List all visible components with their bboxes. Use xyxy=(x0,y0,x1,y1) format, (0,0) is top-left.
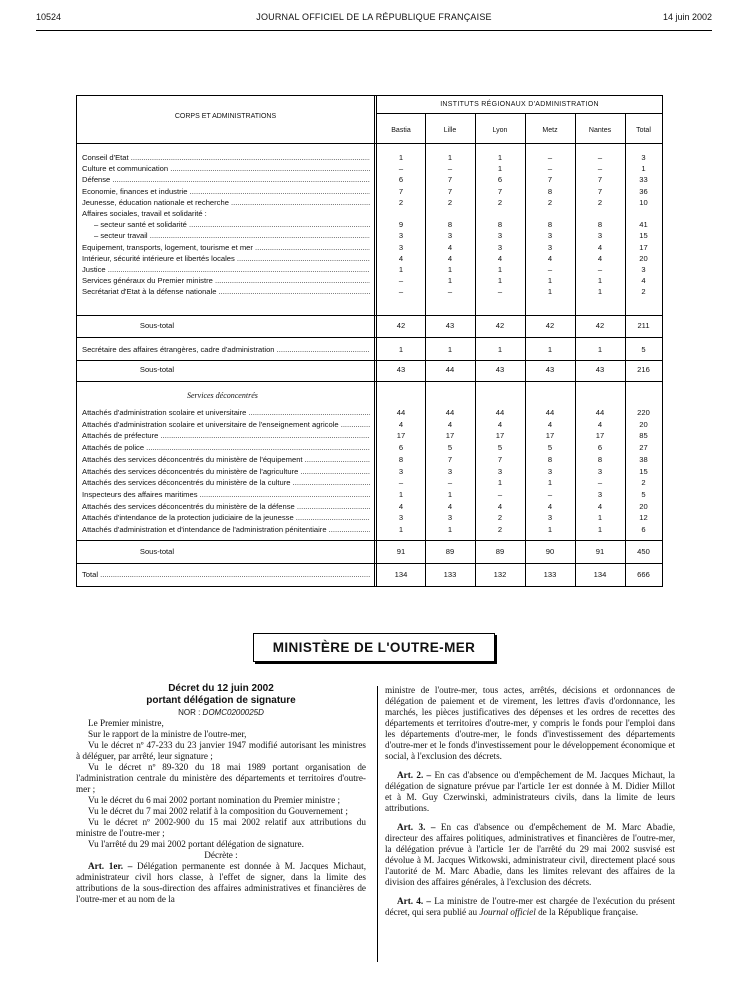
corps-header: CORPS ET ADMINISTRATIONS xyxy=(174,113,277,120)
row-label: Attachés d'intendance de la protection judiciaire de la jeunesse ..... xyxy=(82,512,370,524)
table-row xyxy=(77,466,662,478)
table-cell: 43 xyxy=(396,365,406,374)
table-cell: – xyxy=(398,276,404,286)
table-cell: 8 xyxy=(497,220,503,230)
table-cell: 4 xyxy=(597,253,603,263)
table-cell: 33 xyxy=(639,175,648,185)
row-label: Equipement, transports, logement, tourisme et mer ..... xyxy=(82,242,370,254)
article-4 xyxy=(385,896,675,918)
table-cell: 1 xyxy=(398,153,404,162)
table-cell: – xyxy=(547,153,553,162)
table-cell: 134 xyxy=(593,570,607,579)
table-cell: 1 xyxy=(641,164,646,174)
table-cell: 3 xyxy=(398,513,404,523)
row-label: Attachés de préfecture ..... xyxy=(82,430,370,442)
table-cell: – xyxy=(547,265,553,274)
table-row xyxy=(77,264,662,276)
row-label: Attachés des services déconcentrés du ministère de l'agriculture ..... xyxy=(82,466,370,478)
table-cell: 3 xyxy=(447,513,453,523)
table-row xyxy=(77,242,662,254)
table-cell: 6 xyxy=(398,175,404,185)
table-cell: 2 xyxy=(447,197,453,207)
column-separator xyxy=(377,686,378,962)
table-cell: 1 xyxy=(497,345,503,354)
article-text: Délégation permanente est donnée à M. Jacques Michaut, administrateur civil hors classe, à l'effet de signer, dans la limite des attributions de la sous-direction des affaires administratives et financières de l'outre-mer et au nom de la xyxy=(76,861,366,904)
foreign-affairs-row xyxy=(77,344,662,356)
table-rule xyxy=(77,360,662,361)
row-label: Sous-total xyxy=(139,365,175,374)
column-header: Bastia xyxy=(391,127,411,134)
table-cell: 1 xyxy=(597,276,603,286)
table-cell: 91 xyxy=(595,547,605,556)
row-label: Attachés de police ..... xyxy=(82,442,370,454)
row-label: Défense ..... xyxy=(82,174,370,186)
row-label: Inspecteurs des affaires maritimes ..... xyxy=(82,489,370,501)
table-cell: 4 xyxy=(447,419,453,429)
table-cell: 4 xyxy=(641,276,646,286)
article-3 xyxy=(385,822,675,888)
table-cell: 7 xyxy=(497,186,503,196)
table-cell: 8 xyxy=(398,454,404,464)
paragraph: Vu le décret nº 2002-900 du 15 mai 2002 relatif aux attributions du ministre de l'outre-mer ; xyxy=(76,817,366,838)
table-cell: 7 xyxy=(597,175,603,185)
table-row xyxy=(77,286,662,298)
decree-subtitle: portant délégation de signature xyxy=(146,695,296,706)
table-cell: 44 xyxy=(445,408,455,417)
table-cell: 3 xyxy=(398,242,404,252)
table-cell: 15 xyxy=(639,466,648,476)
subtotal-row xyxy=(77,364,662,376)
row-label: Intérieur, sécurité intérieure et libertés locales ..... xyxy=(82,253,370,265)
table-row xyxy=(77,524,662,536)
article-2 xyxy=(385,770,675,814)
table-cell: 1 xyxy=(447,276,453,286)
article-label: Art. 1er. – xyxy=(88,861,133,871)
table-row xyxy=(77,174,662,186)
table-cell: 211 xyxy=(637,321,650,330)
table-cell: 2 xyxy=(398,197,404,207)
header-rule xyxy=(36,30,712,31)
table-cell: 44 xyxy=(495,408,505,417)
article-label: Art. 4. – xyxy=(397,896,431,906)
table-cell: 134 xyxy=(394,570,408,579)
subtotal-row xyxy=(77,320,662,332)
table-cell: 9 xyxy=(398,220,404,230)
table-cell: 8 xyxy=(547,220,553,230)
table-cell: 6 xyxy=(398,443,404,453)
row-label: Economie, finances et industrie ..... xyxy=(82,186,370,198)
section-title: Services déconcentrés xyxy=(187,391,258,400)
row-label: Sous-total xyxy=(139,547,175,556)
table-cell: 90 xyxy=(545,547,555,556)
row-label: Attachés d'administration scolaire et universitaire de l'enseignement agricole ..... xyxy=(82,419,370,431)
table-cell: 5 xyxy=(547,443,553,453)
decree-right-column xyxy=(385,685,675,918)
article-label: Art. 2. – xyxy=(397,770,432,780)
table-cell: 3 xyxy=(597,489,603,499)
article-text: En cas d'absence ou d'empêchement de M. Marc Abadie, directeur des affaires politiques, administratives et financières de l'outre-mer, la délégation prévue à l'article 1er de l'arrêté du 29 mai 2002 susvisé est dévolue à M. Jacques Witkowski, administrateur civil, directement placé sous l'autorité de M. Marc Abadie, dans les limites relevant des affaires de la division des affaires générales, à l'exclusion des décrets. xyxy=(385,822,676,887)
table-cell: 1 xyxy=(597,345,603,354)
table-cell: – xyxy=(398,478,404,488)
table-cell: 132 xyxy=(493,570,507,579)
table-cell: 7 xyxy=(547,175,553,185)
row-label: – secteur travail ..... xyxy=(82,230,370,242)
table-cell: 2 xyxy=(597,197,603,207)
table-cell: 5 xyxy=(641,489,646,499)
table-row xyxy=(77,430,662,442)
table-cell: 1 xyxy=(497,478,503,488)
table-cell: 666 xyxy=(637,570,650,579)
table-row xyxy=(77,163,662,175)
table-row xyxy=(77,219,662,231)
table-cell: – xyxy=(447,164,453,174)
table-cell: 8 xyxy=(597,220,603,230)
table-cell: 17 xyxy=(639,242,648,252)
table-row xyxy=(77,512,662,524)
row-label: Attachés d'administration et d'intendance de l'administration pénitentiaire ..... xyxy=(82,524,370,536)
table-cell: – xyxy=(597,153,603,162)
table-row xyxy=(77,407,662,419)
subtotal-row xyxy=(77,546,662,558)
table-cell: 4 xyxy=(547,419,553,429)
table-cell: 89 xyxy=(495,547,505,556)
table-cell: 8 xyxy=(547,186,553,196)
row-label: Total ..... xyxy=(82,569,370,581)
table-cell: 450 xyxy=(637,547,650,556)
table-row xyxy=(77,275,662,287)
table-cell: 43 xyxy=(545,365,555,374)
table-row xyxy=(77,442,662,454)
journal-reference: Journal officiel xyxy=(479,907,536,917)
paragraph: Vu le décret nº 89-320 du 18 mai 1989 portant organisation de l'administration centrale du ministère des départements et territoires d'outre-mer ; xyxy=(76,762,366,794)
table-cell: 3 xyxy=(547,231,553,241)
table-cell: 1 xyxy=(447,265,453,274)
table-cell: 3 xyxy=(597,231,603,241)
nor-code: DOMC0200025D xyxy=(202,708,264,717)
table-cell: 43 xyxy=(495,365,505,374)
journal-title: JOURNAL OFFICIEL DE LA RÉPUBLIQUE FRANÇAISE xyxy=(256,12,492,22)
table-cell: 3 xyxy=(447,466,453,476)
column-header: Lyon xyxy=(492,127,508,134)
table-cell: 89 xyxy=(445,547,455,556)
paragraph: Vu l'arrêté du 29 mai 2002 portant délégation de signature. xyxy=(88,839,304,849)
table-row xyxy=(77,501,662,513)
table-cell: 7 xyxy=(447,454,453,464)
table-rule xyxy=(77,381,662,382)
table-cell: – xyxy=(497,287,503,297)
table-rule xyxy=(77,337,662,338)
table-cell: – xyxy=(447,478,453,488)
table-cell: 7 xyxy=(398,186,404,196)
table-cell: 42 xyxy=(595,321,605,330)
table-cell: 1 xyxy=(398,265,404,274)
table-cell: 42 xyxy=(545,321,555,330)
table-cell: 15 xyxy=(639,231,648,241)
table-cell: 4 xyxy=(497,419,503,429)
table-cell: 2 xyxy=(641,478,646,488)
table-row xyxy=(77,253,662,265)
nor-label: NOR : xyxy=(178,708,201,717)
row-label: Services généraux du Premier ministre ..... xyxy=(82,275,370,287)
table-cell: 1 xyxy=(398,345,404,354)
table-cell: 3 xyxy=(497,466,503,476)
table-cell: 1 xyxy=(597,513,603,523)
article-text: de la République française. xyxy=(538,907,639,917)
table-row xyxy=(77,454,662,466)
table-cell: 4 xyxy=(447,501,453,511)
total-row xyxy=(77,569,662,581)
header-subrule xyxy=(377,113,662,114)
table-cell: 1 xyxy=(497,276,503,286)
table-cell: 3 xyxy=(641,265,646,274)
table-cell: 1 xyxy=(597,287,603,297)
table-cell: 17 xyxy=(545,431,555,441)
article-1-continued: ministre de l'outre-mer, tous actes, arrêtés, décisions et ordonnances de délégation de paiement et de virement, les lettres d'avis d'ordonnance, les marchés, les pièces justificatives des dépenses et les ordres de recettes des départements et territoires d'outre-mer, y compris le fonds pour l'emploi dans les départements d'outre-mer, le fonds d'investissement des départements d'outre-mer et le fonds d'investissement pour le développement économique et social, à l'exclusion des décrets. xyxy=(385,685,675,761)
table-cell: 27 xyxy=(639,443,648,453)
table-cell: 17 xyxy=(495,431,505,441)
table-cell: 5 xyxy=(641,345,646,354)
table-cell: 6 xyxy=(597,443,603,453)
row-label: – secteur santé et solidarité ..... xyxy=(82,219,370,231)
article-label: Art. 3. – xyxy=(397,822,436,832)
table-cell: 1 xyxy=(447,153,453,162)
table-cell: 4 xyxy=(398,501,404,511)
table-cell: 10 xyxy=(639,197,648,207)
table-row xyxy=(77,230,662,242)
table-cell: 133 xyxy=(543,570,557,579)
column-header: Lille xyxy=(443,127,457,134)
table-cell: 4 xyxy=(447,242,453,252)
row-label: Attachés d'administration scolaire et universitaire ..... xyxy=(82,407,370,419)
publication-date: 14 juin 2002 xyxy=(662,12,712,22)
table-cell: 2 xyxy=(497,525,503,534)
row-label: Conseil d'Etat ..... xyxy=(82,152,370,164)
page-number: 10524 xyxy=(36,12,62,22)
row-label: Justice ..... xyxy=(82,264,370,276)
table-row xyxy=(77,208,662,220)
table-cell: 20 xyxy=(639,253,648,263)
table-cell: – xyxy=(597,265,603,274)
table-row xyxy=(77,197,662,209)
table-cell: 7 xyxy=(497,454,503,464)
table-cell: 4 xyxy=(547,501,553,511)
row-label: Affaires sociales, travail et solidarité : xyxy=(82,209,207,218)
table-cell: – xyxy=(398,287,404,297)
table-cell: 42 xyxy=(396,321,406,330)
row-label: Secrétariat d'Etat à la défense nationale ..... xyxy=(82,286,370,298)
table-row xyxy=(77,489,662,501)
table-cell: 8 xyxy=(547,454,553,464)
table-cell: – xyxy=(547,164,553,174)
row-label: Attachés des services déconcentrés du ministère de l'équipement ..... xyxy=(82,454,370,466)
table-cell: 1 xyxy=(447,345,453,354)
table-cell: 4 xyxy=(597,501,603,511)
table-cell: 3 xyxy=(398,466,404,476)
row-label: Attachés des services déconcentrés du ministère de la culture ..... xyxy=(82,477,370,489)
ministry-heading: MINISTÈRE DE L'OUTRE-MER xyxy=(253,633,495,662)
section-title-row xyxy=(77,390,662,402)
decree-title: Décret du 12 juin 2002 xyxy=(168,683,274,694)
table-cell: 5 xyxy=(497,443,503,453)
table-cell: 3 xyxy=(547,513,553,523)
table-cell: 8 xyxy=(447,220,453,230)
table-cell: 42 xyxy=(495,321,505,330)
table-cell: 3 xyxy=(547,466,553,476)
table-cell: 7 xyxy=(597,186,603,196)
row-label: Culture et communication ..... xyxy=(82,163,370,175)
table-cell: 20 xyxy=(639,419,648,429)
institutes-header: INSTITUTS RÉGIONAUX D'ADMINISTRATION xyxy=(440,101,599,108)
column-header: Total xyxy=(636,127,651,134)
table-cell: 4 xyxy=(597,419,603,429)
table-cell: – xyxy=(597,164,603,174)
decrete-heading: Décrète : xyxy=(204,850,238,860)
paragraph: Le Premier ministre, xyxy=(88,718,164,728)
table-cell: – xyxy=(447,287,453,297)
row-label: Jeunesse, éducation nationale et recherche ..... xyxy=(82,197,370,209)
table-cell: 3 xyxy=(497,231,503,241)
table-cell: 4 xyxy=(597,242,603,252)
decree-left-column xyxy=(76,683,366,905)
table-rule xyxy=(77,540,662,541)
table-cell: 7 xyxy=(447,186,453,196)
table-cell: 1 xyxy=(497,265,503,274)
table-cell: – xyxy=(497,489,503,499)
table-cell: 8 xyxy=(597,454,603,464)
table-cell: 3 xyxy=(447,231,453,241)
table-row xyxy=(77,419,662,431)
table-cell: 1 xyxy=(497,164,503,174)
table-cell: 3 xyxy=(641,153,646,162)
table-rule xyxy=(77,563,662,564)
table-cell: 17 xyxy=(445,431,455,441)
table-cell: 1 xyxy=(497,153,503,162)
table-cell: 20 xyxy=(639,501,648,511)
table-cell: 17 xyxy=(396,431,406,441)
table-cell: 2 xyxy=(497,197,503,207)
table-cell: 1 xyxy=(398,525,404,534)
paragraph: Vu le décret du 6 mai 2002 portant nomination du Premier ministre ; xyxy=(88,795,341,805)
table-cell: 4 xyxy=(447,253,453,263)
table-cell: 133 xyxy=(443,570,457,579)
table-row xyxy=(77,152,662,164)
table-cell: 4 xyxy=(398,253,404,263)
table-cell: 1 xyxy=(547,287,553,297)
column-header: Metz xyxy=(542,127,558,134)
column-header: Nantes xyxy=(588,127,612,134)
paragraph: Vu le décret du 7 mai 2002 relatif à la composition du Gouvernement ; xyxy=(88,806,348,816)
table-cell: 43 xyxy=(595,365,605,374)
table-cell: 216 xyxy=(637,365,650,374)
table-cell: 4 xyxy=(497,501,503,511)
table-cell: 17 xyxy=(595,431,605,441)
row-label: Sous-total xyxy=(139,321,175,330)
table-cell: 220 xyxy=(637,408,650,417)
nor-reference xyxy=(76,707,366,718)
table-cell: – xyxy=(597,478,603,488)
table-cell: 6 xyxy=(641,525,646,534)
table-rule xyxy=(77,315,662,316)
table-row xyxy=(77,477,662,489)
table-cell: 1 xyxy=(547,345,553,354)
row-label: Attachés des services déconcentrés du ministère de la défense ..... xyxy=(82,501,370,513)
table-cell: 1 xyxy=(447,525,453,534)
table-cell: 2 xyxy=(547,197,553,207)
table-cell: 2 xyxy=(497,513,503,523)
table-cell: 6 xyxy=(497,175,503,185)
table-cell: 7 xyxy=(447,175,453,185)
table-cell: 1 xyxy=(398,489,404,499)
table-cell: – xyxy=(547,489,553,499)
table-cell: 3 xyxy=(547,242,553,252)
table-cell: 1 xyxy=(597,525,603,534)
table-cell: 91 xyxy=(396,547,406,556)
table-cell: 3 xyxy=(497,242,503,252)
table-cell: 5 xyxy=(447,443,453,453)
paragraph: Vu le décret nº 47-233 du 23 janvier 1947 modifié autorisant les ministres à déléguer, par arrêté, leur signature ; xyxy=(76,740,366,761)
table-cell: – xyxy=(398,164,404,174)
table-cell: 43 xyxy=(445,321,455,330)
article-text: La ministre de l'outre-mer est chargée de l'exécution du présent décret, qui sera publié au xyxy=(385,896,675,917)
table-cell: 4 xyxy=(398,419,404,429)
table-cell: 1 xyxy=(547,276,553,286)
table-cell: 44 xyxy=(396,408,406,417)
table-cell: 85 xyxy=(639,431,648,441)
allocation-table xyxy=(76,95,663,587)
table-cell: 38 xyxy=(639,454,648,464)
table-cell: 36 xyxy=(639,186,648,196)
table-cell: 1 xyxy=(447,489,453,499)
table-cell: 3 xyxy=(398,231,404,241)
table-row xyxy=(77,186,662,198)
table-cell: 44 xyxy=(595,408,605,417)
table-cell: 1 xyxy=(547,525,553,534)
article-text: En cas d'absence ou d'empêchement de M. Jacques Michaut, la délégation de signature prévue par l'article 1er est donnée à M. Didier Millot et à M. Guy Czerwinski, administrateurs civils, dans la limite de leurs attributions. xyxy=(385,770,676,813)
page-header xyxy=(36,12,712,26)
table-cell: 44 xyxy=(545,408,555,417)
row-label: Secrétaire des affaires étrangères, cadre d'administration ..... xyxy=(82,344,370,356)
table-cell: 12 xyxy=(639,513,648,523)
table-cell: 4 xyxy=(497,253,503,263)
table-cell: 4 xyxy=(547,253,553,263)
table-cell: 2 xyxy=(641,287,646,297)
table-cell: 44 xyxy=(445,365,455,374)
paragraph: Sur le rapport de la ministre de l'outre-mer, xyxy=(88,729,247,739)
table-cell: 1 xyxy=(547,478,553,488)
table-cell: 41 xyxy=(639,220,648,230)
table-cell: 3 xyxy=(597,466,603,476)
article-1 xyxy=(76,861,366,905)
